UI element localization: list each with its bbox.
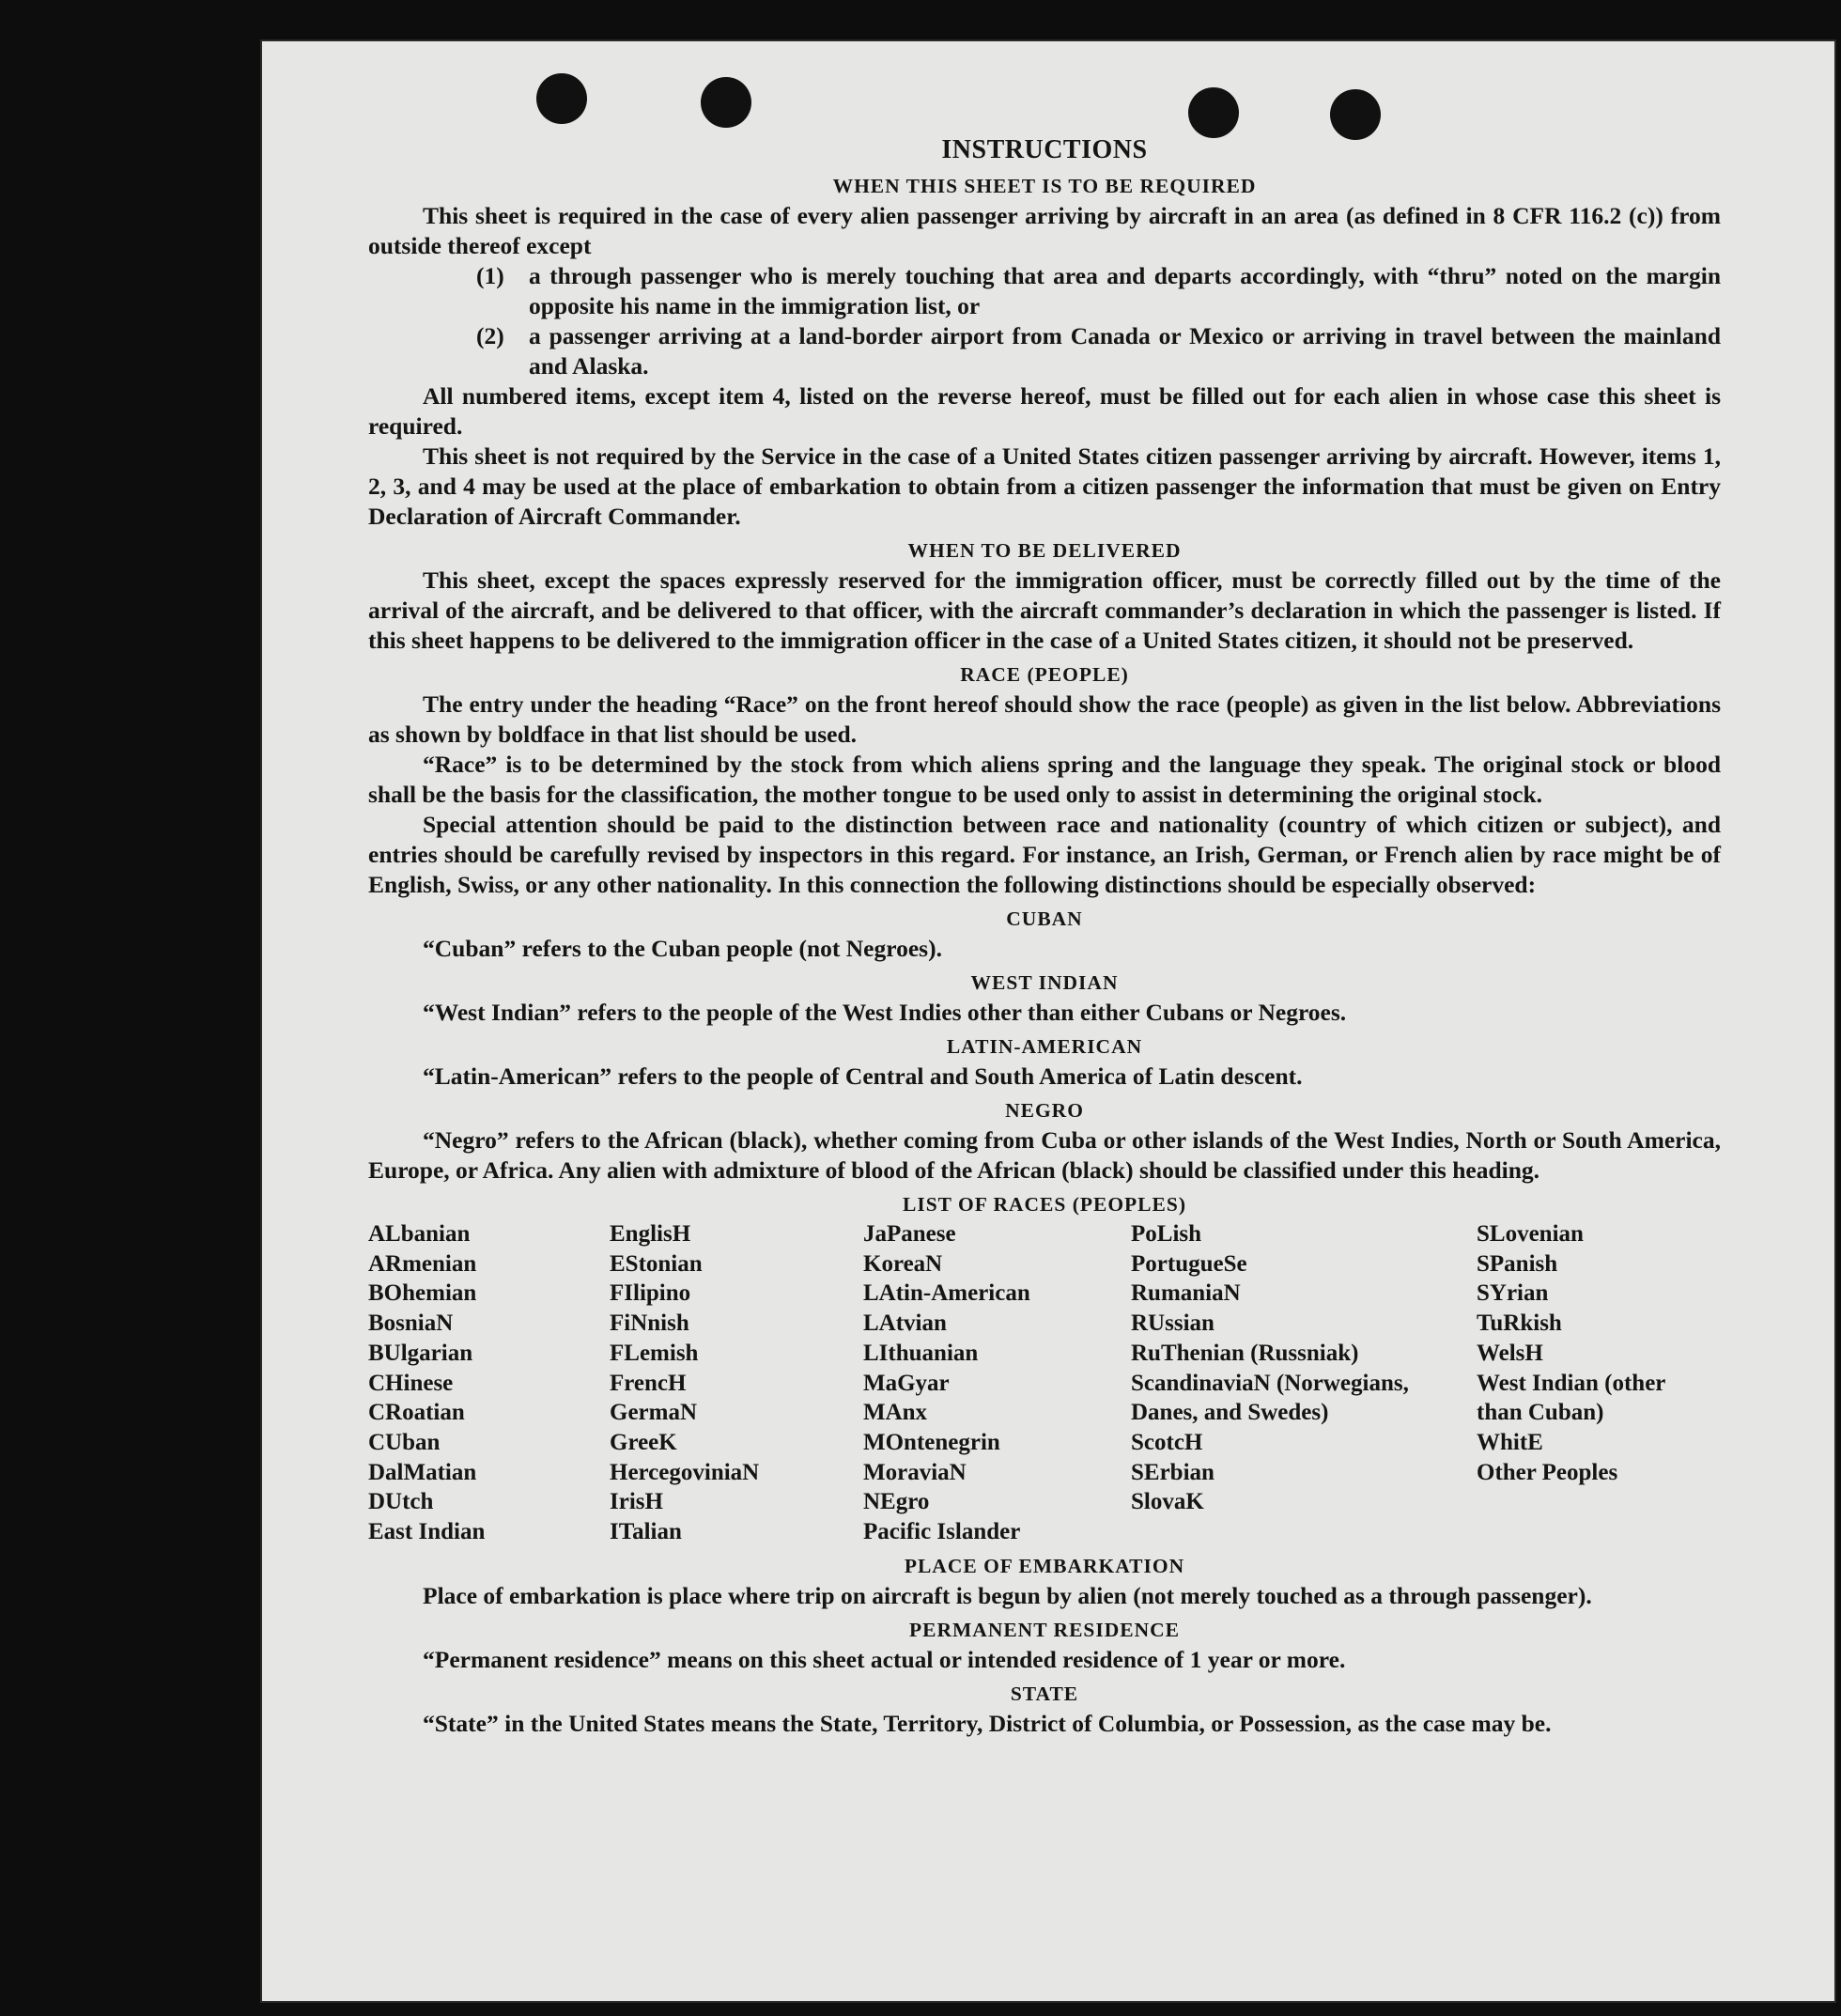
race-item: FIlipino — [610, 1280, 691, 1307]
race-item: ScotcH — [1131, 1429, 1203, 1455]
race-item: SPanish — [1477, 1250, 1558, 1277]
heading-embarkation: PLACE OF EMBARKATION — [904, 1554, 1185, 1577]
exception-text: a passenger arriving at a land-border airport from Canada or Mexico or arriving in travel between the mainland and Alaska. — [529, 322, 1721, 380]
race-item: Pacific Islander — [863, 1519, 1021, 1545]
race-item: LAtin-American — [863, 1280, 1030, 1307]
race-item: FiNnish — [610, 1310, 689, 1337]
race-column-3 — [863, 1219, 1131, 1547]
race-item: BosniaN — [368, 1310, 454, 1337]
exception-2 — [476, 321, 1721, 381]
race-item: BUlgarian — [368, 1340, 473, 1366]
race-item: GreeK — [610, 1429, 677, 1455]
race-list — [368, 1219, 1721, 1547]
race-item: FLemish — [610, 1340, 699, 1366]
race-item: KoreaN — [863, 1250, 943, 1277]
exception-text: a through passenger who is merely touching that area and departs accordingly, with “thru” noted on the margin opposite his name in the immigration list, or — [529, 262, 1721, 319]
heading-list-of-races: LIST OF RACES (PEOPLES) — [903, 1193, 1186, 1216]
race-item: SErbian — [1131, 1459, 1214, 1485]
punch-hole — [1188, 87, 1239, 138]
race-item: WelsH — [1477, 1340, 1543, 1366]
instructions-content — [368, 133, 1721, 1739]
race-paragraph-1: The entry under the heading “Race” on the front hereof should show the race (people) as given in the list below. Abbreviations as shown by boldface in that list should be used. — [368, 690, 1721, 748]
race-item: JaPanese — [863, 1221, 956, 1247]
race-item: DalMatian — [368, 1459, 477, 1485]
punch-hole — [701, 77, 751, 128]
race-item: SlovaK — [1131, 1489, 1204, 1515]
race-item: LAtvian — [863, 1310, 947, 1337]
race-column-5 — [1477, 1219, 1721, 1547]
race-item: LIthuanian — [863, 1340, 979, 1366]
permanent-residence-text: “Permanent residence” means on this sheet actual or intended residence of 1 year or more. — [423, 1645, 1346, 1673]
negro-text: “Negro” refers to the African (black), whether coming from Cuba or other islands of the West Indies, North or South America, Europe, or Africa. Any alien with admixture of blood of the African (black) should be classified under this heading. — [368, 1126, 1721, 1184]
race-item: West Indian (other than Cuban) — [1477, 1370, 1665, 1426]
race-item: TuRkish — [1477, 1310, 1562, 1337]
page-title: INSTRUCTIONS — [941, 135, 1148, 164]
state-text: “State” in the United States means the State, Territory, District of Columbia, or Possession, as the case may be. — [423, 1709, 1552, 1737]
exception-number: (2) — [476, 322, 504, 349]
exception-1 — [476, 261, 1721, 321]
race-item: MoraviaN — [863, 1459, 967, 1485]
race-item: EStonian — [610, 1250, 703, 1277]
heading-latin-american: LATIN-AMERICAN — [946, 1035, 1143, 1058]
punch-hole — [1330, 89, 1381, 140]
race-item: MOntenegrin — [863, 1429, 1000, 1455]
numbered-items-paragraph: All numbered items, except item 4, listed on the reverse hereof, must be filled out for each alien in whose case this sheet is required. — [368, 382, 1721, 440]
race-item: CRoatian — [368, 1400, 465, 1426]
race-item: HercegoviniaN — [610, 1459, 760, 1485]
heading-when-delivered: WHEN TO BE DELIVERED — [907, 539, 1182, 562]
race-item: NEgro — [863, 1489, 930, 1515]
race-item: SLovenian — [1477, 1221, 1584, 1247]
heading-race: RACE (PEOPLE) — [960, 663, 1129, 686]
race-item: ITalian — [610, 1519, 682, 1545]
race-item: RuThenian (Russniak) — [1131, 1340, 1359, 1366]
race-column-2 — [610, 1219, 863, 1547]
race-item: IrisH — [610, 1489, 663, 1515]
race-item: CUban — [368, 1429, 441, 1455]
race-item: PortugueSe — [1131, 1250, 1247, 1277]
race-paragraph-2: “Race” is to be determined by the stock from which aliens spring and the language they speak. The original stock or blood shall be the basis for the classification, the mother tongue to be used only to assist in determining the original stock. — [368, 751, 1721, 808]
embarkation-text: Place of embarkation is place where trip on aircraft is begun by alien (not merely touched as a through passenger). — [423, 1581, 1592, 1609]
when-delivered-text: This sheet, except the spaces expressly reserved for the immigration officer, must be correctly filled out by the time of the arrival of the aircraft, and be delivered to that officer, with the aircraft commander’s declaration in which the passenger is listed. If this sheet happens to be delivered to the immigration officer in the case of a United States citizen, it should not be preserved. — [368, 566, 1721, 654]
race-item: EnglisH — [610, 1221, 691, 1247]
latin-american-text: “Latin-American” refers to the people of Central and South America of Latin descent. — [423, 1062, 1303, 1090]
race-item: MAnx — [863, 1400, 928, 1426]
citizen-paragraph: This sheet is not required by the Service in the case of a United States citizen passenger arriving by aircraft. However, items 1, 2, 3, and 4 may be used at the place of embarkation to obtain from a citizen passenger the information that must be given on Entry Declaration of Aircraft Commander. — [368, 442, 1721, 530]
race-item: ScandinaviaN (Norwegians, Danes, and Swedes) — [1131, 1370, 1409, 1426]
race-item: RUssian — [1131, 1310, 1214, 1337]
when-required-intro: This sheet is required in the case of every alien passenger arriving by aircraft in an area (as defined in 8 CFR 116.2 (c)) from outside thereof except — [368, 202, 1721, 259]
race-paragraph-3: Special attention should be paid to the distinction between race and nationality (country of which citizen or subject), and entries should be carefully revised by inspectors in this regard. For instance, an Irish, German, or French alien by race might be of English, Swiss, or any other nationality. In this connection the following distinctions should be especially observed: — [368, 811, 1721, 898]
race-item: WhitE — [1477, 1429, 1543, 1455]
exception-number: (1) — [476, 262, 504, 289]
race-item: ALbanian — [368, 1221, 471, 1247]
heading-state: STATE — [1010, 1682, 1079, 1705]
cuban-text: “Cuban” refers to the Cuban people (not Negroes). — [423, 935, 942, 962]
race-item: RumaniaN — [1131, 1280, 1241, 1307]
race-column-4 — [1131, 1219, 1477, 1547]
heading-west-indian: WEST INDIAN — [970, 971, 1119, 994]
heading-when-required: WHEN THIS SHEET IS TO BE REQUIRED — [832, 175, 1257, 197]
punch-hole — [536, 73, 587, 124]
race-column-1 — [368, 1219, 610, 1547]
west-indian-text: “West Indian” refers to the people of the West Indies other than either Cubans or Negroes. — [423, 999, 1347, 1026]
document-page — [260, 39, 1836, 2003]
race-item: FrencH — [610, 1370, 687, 1396]
heading-cuban: CUBAN — [1006, 907, 1083, 930]
race-item: ARmenian — [368, 1250, 477, 1277]
race-item: PoLish — [1131, 1221, 1202, 1247]
race-item: DUtch — [368, 1489, 434, 1515]
race-item: GermaN — [610, 1400, 698, 1426]
race-item: BOhemian — [368, 1280, 477, 1307]
heading-negro: NEGRO — [1005, 1099, 1084, 1122]
heading-permanent-residence: PERMANENT RESIDENCE — [909, 1618, 1180, 1641]
race-item: MaGyar — [863, 1370, 950, 1396]
race-item: SYrian — [1477, 1280, 1549, 1307]
race-item: Other Peoples — [1477, 1459, 1618, 1485]
race-item: CHinese — [368, 1370, 454, 1396]
race-item: East Indian — [368, 1519, 486, 1545]
